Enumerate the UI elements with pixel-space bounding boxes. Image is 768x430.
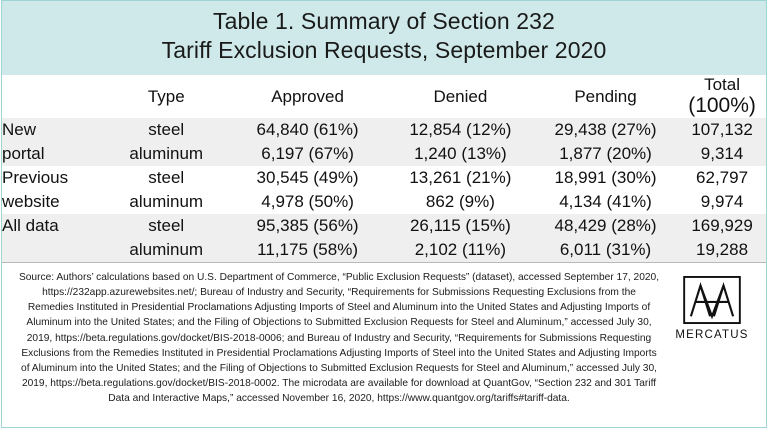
row-pending: 18,991 (30%)	[554, 168, 657, 188]
row-total: 19,288	[678, 238, 766, 262]
table-header-row	[2, 75, 766, 119]
source-note	[2, 262, 766, 427]
row-denied: 26,115 (15%)	[388, 214, 533, 238]
table-row	[2, 142, 766, 166]
row-denied: 862 (9%)	[425, 192, 495, 212]
row-approved: 4,978 (50%)	[261, 192, 354, 212]
row-total: 9,314	[678, 142, 766, 166]
mercatus-logo	[664, 268, 760, 341]
row-label: website	[2, 192, 60, 212]
row-denied: 12,854 (12%)	[388, 118, 533, 142]
row-approved: 11,175 (58%)	[227, 238, 387, 262]
row-approved: 95,385 (56%)	[227, 214, 387, 238]
row-type: aluminum	[105, 238, 227, 262]
row-denied: 1,240 (13%)	[388, 142, 533, 166]
row-approved: 6,197 (67%)	[227, 142, 387, 166]
row-approved: 30,545 (49%)	[256, 168, 359, 188]
column-header-label	[2, 75, 105, 119]
row-total: 169,929	[678, 214, 766, 238]
row-denied: 2,102 (11%)	[388, 238, 533, 262]
row-label: Previous	[2, 168, 69, 188]
mercatus-wordmark: MERCATUS	[675, 329, 749, 342]
row-type: steel	[105, 214, 227, 238]
row-type: aluminum	[105, 142, 227, 166]
table-title-line-2: Tariff Exclusion Requests, September 2020	[161, 36, 607, 63]
row-label: portal	[2, 142, 105, 166]
summary-table	[2, 75, 766, 263]
row-pending: 29,438 (27%)	[533, 118, 678, 142]
mercatus-mark-icon	[683, 276, 741, 324]
column-header-total-sub: (100%)	[688, 94, 756, 118]
table-row	[2, 118, 766, 142]
row-type: steel	[105, 118, 227, 142]
column-header-denied: Denied	[433, 86, 488, 106]
column-header-pending: Pending	[574, 86, 637, 106]
row-type: steel	[148, 168, 185, 188]
row-total: 9,974	[700, 192, 744, 212]
row-pending: 6,011 (31%)	[533, 238, 678, 262]
row-pending: 1,877 (20%)	[533, 142, 678, 166]
column-header-total-main: Total	[704, 74, 741, 94]
column-header-type: Type	[147, 86, 185, 106]
column-header-total	[678, 75, 766, 119]
row-pending: 4,134 (41%)	[559, 192, 652, 212]
column-header-approved: Approved	[271, 86, 344, 106]
table-row	[2, 190, 766, 214]
row-denied: 13,261 (21%)	[409, 168, 512, 188]
row-total: 62,797	[696, 168, 749, 188]
table-row	[2, 214, 766, 238]
row-label: New	[2, 118, 105, 142]
row-approved: 64,840 (61%)	[227, 118, 387, 142]
row-type: aluminum	[129, 192, 204, 212]
table-title-line-1: Table 1. Summary of Section 232	[213, 8, 555, 34]
row-label	[2, 238, 105, 262]
table-title	[2, 1, 766, 75]
table-figure	[1, 0, 767, 428]
table-row	[2, 238, 766, 262]
row-total: 107,132	[678, 118, 766, 142]
table-row	[2, 166, 766, 190]
source-note-text: Source: Authors’ calculations based on U.S. Department of Commerce, “Public Exclusion Requests” (dataset), accessed September 17, 2020, https://232app.azurewebsites.net/; Bureau of Industry and Security, “Requirements for Submissions Requesting Exclusions from the Remedies Instituted in Presidential Proclamations Adjusting Imports of Steel and Aluminum into the United States and Adjusting Imports of Aluminum into the United States; and the Filing of Objections to Submitted Exclusion Requests for Steel and Aluminum,” accessed July 30, 2019, https://beta.regulations.gov/docket/BIS-2018-0006; and Bureau of Industry and Security, “Requirements for Submissions Requesting Exclusions from the Remedies Instituted in Presidential Proclamations Adjusting Imports of Steel into the United States and Adjusting Imports of Aluminum into the United States; and the Filing of Objections to Submitted Exclusion Requests for Steel and Aluminum,” accessed July 30, 2019, https://beta.regulations.gov/docket/BIS-2018-0002. The microdata are available for download at QuantGov, “Section 232 and 301 Tariff Data and Interactive Maps,” accessed November 16, 2020, https://www.quantgov.org/tariffs#tariff-data.	[18, 272, 660, 404]
row-label: All data	[2, 214, 105, 238]
row-pending: 48,429 (28%)	[533, 214, 678, 238]
